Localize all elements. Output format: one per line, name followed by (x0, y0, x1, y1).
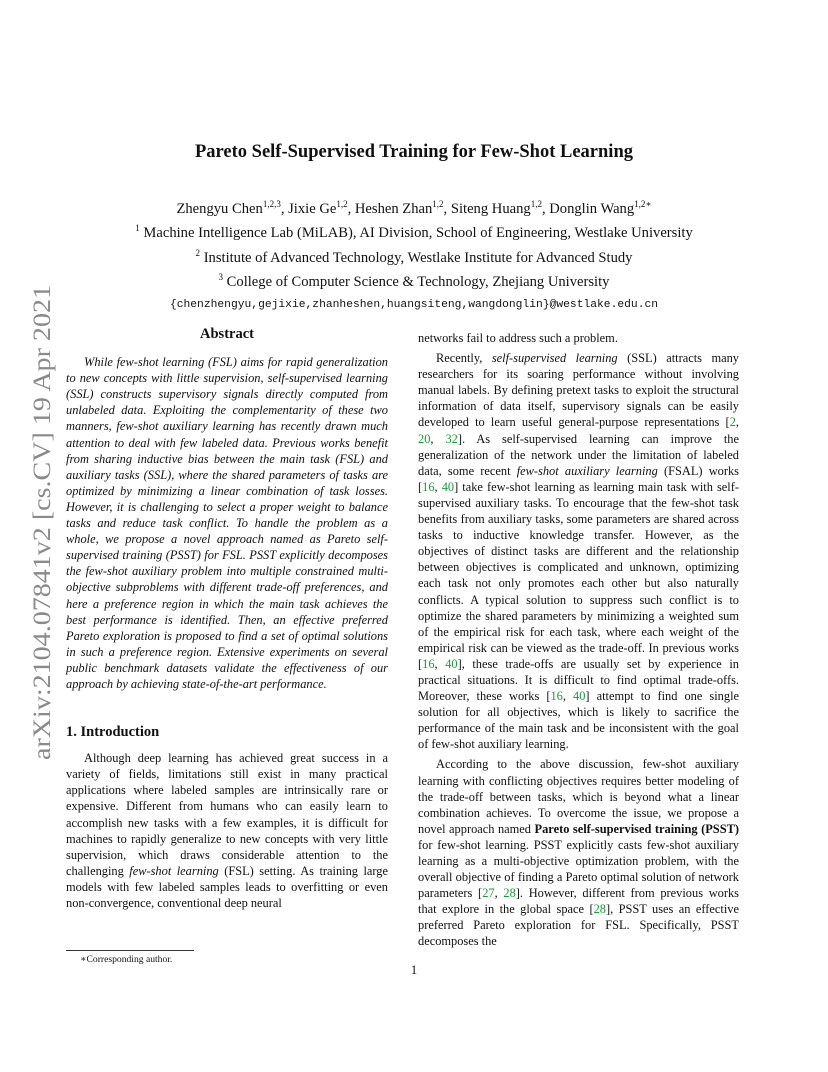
text-run: (FSAL) works [ (418, 463, 739, 494)
author: Jixie Ge (288, 200, 337, 217)
emphasis-text: few-shot learning (129, 863, 219, 878)
affiliation-number: 3 (218, 272, 224, 283)
text-run: ]. However, different from previous works that explore in the global space [ (418, 886, 740, 917)
author-affiliation: 1,2 (530, 199, 542, 209)
emphasis-text: self-supervised learning (491, 351, 618, 366)
text-run: (FSL) setting. As training large models with few labeled samples leads to overfitting or even non-convergence, conventional deep neural (66, 863, 388, 910)
citation-link[interactable]: 40 (573, 689, 586, 704)
citation-link[interactable]: 16 (550, 689, 563, 704)
arxiv-stamp-text: arXiv:2104.07841v2 [cs.CV] 19 Apr 2021 (29, 336, 56, 760)
text-run: ] take few-shot learning as learning main task with self-supervised auxiliary tasks. To encourage that the few-shot task benefits from auxiliary tasks, some parameters are shared across tasks to inductive knowledge transfer. However, as the objectives of distinct tasks are different and the relationship between objectives is complicated and unknown, optimizing each task not only promotes each other but also naturally conflicts. A typical solution to suppress such conflict is to optimize the shared parameters by minimizing a weighted sum of the empirical risk for each task, where each weight of the empirical risk can be viewed as the trade-off. In previous works [ (418, 479, 739, 671)
affiliation-number: 1 (135, 223, 140, 234)
text-run: ], PSST uses an effective preferred Pareto exploration for FSL. Specifically, PSST decomposes the (418, 902, 739, 949)
citation-separator: , (562, 689, 574, 704)
affiliation-line (60, 268, 768, 292)
author: Siteng Huang (450, 200, 531, 217)
arxiv-stamp (22, 285, 62, 760)
right-column (418, 330, 739, 950)
affiliation-number: 2 (195, 247, 201, 258)
abstract-text: While few-shot learning (FSL) aims for rapid generalization to new concepts with little supervision, self-supervised learning (SSL) constructs supervisory signals directly computed from unlabeled data. Exploiting the complementarity of these two manners, few-shot auxiliary learning has recently drawn much attention to deal with few labeled data. Previous works benefit from sharing inductive bias between the main task (FSL) and auxiliary tasks (SSL), where the shared parameters of tasks are optimized by minimizing a linear combination of task losses. However, it is challenging to select a proper weight to balance tasks and reduce task conflict. To handle the problem as a whole, we propose a novel approach named as Pareto self-supervised training (PSST) for FSL. PSST explicitly decomposes the few-shot auxiliary problem into multiple constrained multi-objective subproblems with different trade-off preferences, and here a preference region in which the main task achieves the best performance is identified. Then, an effective preferred Pareto exploration is proposed to find a set of optimal solutions in such a preference region. Extensive experiments on several public benchmark datasets validate the effectiveness of our approach by achieving state-of-the-art performance. (66, 355, 388, 691)
citation-link[interactable]: 27 (482, 886, 495, 901)
citation-separator: , (434, 656, 446, 671)
footnote: ∗Corresponding author. (80, 954, 173, 965)
citation-separator: , (735, 415, 739, 430)
citation-link[interactable]: 28 (503, 886, 516, 901)
emphasis-text: few-shot auxiliary learning (516, 463, 658, 478)
psst-paragraph (418, 756, 739, 949)
citation-link[interactable]: 40 (445, 656, 458, 671)
text-run: According to the above discussion, few-shot auxiliary learning with conflicting objectives requires better modeling of the trade-off between tasks, which is beyond what a linear combination achieves. To overcome the issue, we propose a novel approach named (418, 757, 739, 836)
affiliation-text: Institute of Advanced Technology, Westlake Institute for Advanced Study (203, 249, 633, 266)
text-run: (SSL) attracts many researchers for its soaring performance without involving manual labels. By defining pretext tasks to exploit the structural information of data itself, supervisory signals can be easily developed to learn useful general-purpose representations [ (418, 351, 740, 430)
text-run: ], these trade-offs are usually set by experience in practical situations. It is difficult to find optimal trade-offs. Moreover, these works [ (418, 656, 739, 704)
text-run: Although deep learning has achieved great success in a variety of fields, limitations still exist in many practical applications where labeled samples are intrinsically rare or expensive. Different from humans who can easily learn to accomplish new tasks with a few examples, it is difficult for machines to rapidly generalize to new concepts with very little supervision, which draws considerable attention to the challenging (66, 751, 388, 878)
affiliation-text: Machine Intelligence Lab (MiLAB), AI Division, School of Engineering, Westlake University (143, 225, 693, 242)
text-run: ]. As self-supervised learning can improve the generalization of the network under the limitation of labeled data, some recent (418, 431, 739, 478)
text-run: Recently, (436, 351, 492, 366)
author: Donglin Wang (549, 200, 635, 217)
citation-link[interactable]: 16 (422, 479, 435, 494)
citation-link[interactable]: 20 (418, 431, 431, 446)
intro-paragraph (66, 750, 388, 911)
ssl-paragraph (418, 350, 739, 752)
citation-link[interactable]: 32 (445, 431, 458, 446)
footnote-divider (66, 950, 194, 951)
author-affiliation: 1,2∗ (634, 199, 652, 209)
author-affiliation: 1,2 (336, 199, 348, 209)
author: Zhengyu Chen (176, 200, 263, 217)
paper-title: Pareto Self-Supervised Training for Few-Shot Learning (194, 142, 633, 162)
affiliation-text: College of Computer Science & Technology, Zhejiang University (226, 273, 610, 290)
text-run: ] attempt to find one single solution for all objectives, which is likely to sacrifice the performance of the main task and be inconsistent with the goal of few-shot auxiliary learning. (418, 689, 740, 752)
citation-link[interactable]: 16 (422, 656, 435, 671)
citation-link[interactable]: 2 (729, 415, 736, 430)
author-affiliation: 1,2,3 (262, 199, 281, 209)
left-column (66, 326, 388, 911)
author-emails: {chenzhengyu,gejixie,zhanheshen,huangsiteng,wangdonglin}@westlake.edu.cn (169, 299, 659, 312)
citation-link[interactable]: 28 (593, 902, 606, 917)
affiliation-line (60, 244, 768, 268)
citation-separator: , (434, 479, 442, 494)
citation-link[interactable]: 40 (441, 479, 455, 494)
author: Heshen Zhan (354, 200, 433, 217)
author-affiliation: 1,2 (432, 199, 444, 209)
author-block (60, 195, 768, 316)
section-heading-introduction: 1. Introduction (66, 724, 160, 741)
abstract-heading: Abstract (200, 326, 254, 342)
text-run: for few-shot learning. PSST explicitly casts few-shot auxiliary learning as a multi-objective optimization problem, with the overall objective of finding a Pareto optimal solution of network parameters [ (418, 837, 739, 901)
bold-text: Pareto self-supervised training (PSST) (534, 821, 739, 836)
affiliation-line (60, 219, 768, 243)
page-number: 1 (410, 963, 418, 977)
citation-separator: , (494, 886, 504, 901)
author-list: Zhengyu Chen$^{1,2,3}$, Jixie Ge$^{1,2}$, Heshen Zhan$^{1,2}$, Siteng Huang$^{1,2}$, Donglin Wang$^{1,2∗}$ (176, 199, 652, 217)
citation-separator: , (430, 431, 446, 446)
continued-paragraph: networks fail to address such a problem. (418, 331, 618, 345)
